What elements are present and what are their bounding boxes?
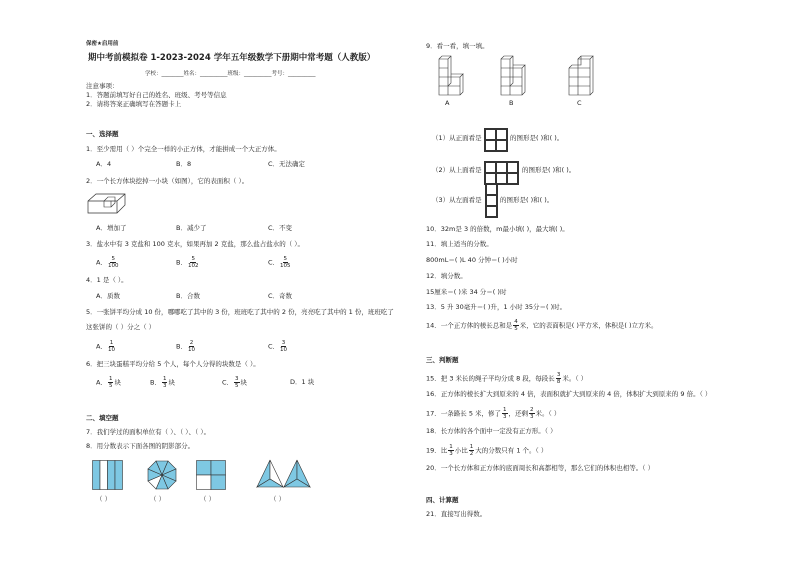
option-a[interactable]: A．增加了	[96, 224, 127, 232]
question-9-1-answer[interactable]: 的图形是( )和( )。	[510, 134, 564, 142]
section-heading: 一、选择题	[86, 130, 119, 138]
option-c[interactable]: C．不变	[268, 224, 293, 232]
question-17: 17．一条路长 5 米，修了 $\frac{1}{3}$ ，还剩 $\frac{2}{3}$ 米。（ ）	[426, 407, 561, 420]
option-b[interactable]: B．8	[176, 160, 192, 168]
question-1: 1．至少需用（ ）个完全一样的小正方体，才能拼成一个大正方体。	[86, 145, 281, 153]
option-b[interactable]: B． $\frac{5}{102}$	[176, 256, 199, 269]
option-a[interactable]: A． $\frac{1}{10}$	[96, 340, 115, 353]
option-a[interactable]: A． $\frac{1}{5}$ 块	[96, 376, 121, 389]
question-9-3-answer[interactable]: 的图形是( )和( )。	[500, 196, 554, 204]
question-7: 7．我们学过的面积单位有（ ）、（ ）、（ ）。	[86, 428, 211, 436]
question-11: 11．填上适当的分数。	[426, 240, 493, 248]
cube-label: B	[509, 99, 514, 107]
fraction-figure-triangles	[256, 459, 312, 489]
section-heading: 二、填空题	[86, 414, 119, 422]
option-c[interactable]: C．无法确定	[268, 160, 306, 168]
question-20: 20．一个长方体和正方体的底面周长和高都相等，那么它们的体积也相等。（ ）	[426, 464, 655, 472]
question-11-line[interactable]: 800mL＝( )L 40 分钟＝( )小时	[426, 256, 518, 264]
option-d[interactable]: D．1 块	[290, 378, 315, 386]
question-9-2: （2）从上面看是	[432, 166, 482, 174]
front-view-grid	[484, 128, 508, 152]
answer-blank[interactable]: （ ）	[150, 495, 166, 503]
question-9-1: （1）从正面看是	[432, 134, 482, 142]
question-19: 19．比 $\frac{1}{3}$ 小比 $\frac{1}{2}$ 大的分数只有 1 个。（ ）	[426, 444, 548, 457]
question-12-line[interactable]: 15厘米＝( )米 34 分＝( )时	[426, 288, 507, 296]
option-c[interactable]: C． $\frac{3}{5}$ 块	[222, 376, 248, 389]
secret-mark: 保密★启用前	[86, 41, 119, 47]
question-2: 2．一个长方体块挖掉一小块（如图），它的表面积（ ）。	[86, 177, 249, 185]
question-3: 3．盐水中有 3 克盐和 100 克水，如果再加 2 克盐，那么盐占盐水的（ ）。	[86, 240, 305, 248]
question-15: 15．把 3 米长的绳子平均分成 8 段，每段长 $\frac{3}{8}$ 米。（ ）	[426, 372, 588, 385]
answer-blank[interactable]: （ ）	[200, 495, 216, 503]
answer-blank[interactable]: （ ）	[270, 495, 286, 503]
cuboid-cut-figure	[87, 193, 127, 215]
answer-blank[interactable]: （ ）	[96, 495, 112, 503]
notice-item: 1．答题前填写好自己的姓名、班级、考号等信息	[86, 91, 227, 99]
question-5: 5．一张饼平均分成 10 份，哪哪吃了其中的 3 份，班班吃了其中的 2 份，亮亮吃了其中的 1 份，班班吃了	[86, 308, 394, 316]
question-9: 9．看一看，填一填。	[426, 42, 489, 50]
left-view-grid	[485, 183, 498, 218]
question-8: 8．用分数表示下面各图的阴影部分。	[86, 442, 195, 450]
cube-figure-c	[566, 56, 596, 98]
question-5-cont: 这张饼的（ ）分之（ ）	[86, 323, 156, 331]
exam-title: 期中考前模拟卷 1-2023-2024 学年五年级数学下册期中常考题（人教版）	[88, 53, 376, 63]
option-c[interactable]: C． $\frac{5}{105}$	[268, 256, 291, 269]
notice-heading: 注意事项：	[86, 82, 119, 90]
question-4: 4．1 是（ ）。	[86, 276, 128, 284]
question-12: 12．填分数。	[426, 272, 467, 280]
question-10: 10．32m是 3 的倍数，m最小填( )，最大填( )。	[426, 225, 569, 233]
question-18: 18．长方体的各个面中一定没有正方形。（ ）	[426, 427, 557, 435]
cube-label: A	[445, 99, 450, 107]
fraction-figure-strips	[92, 460, 124, 490]
option-b[interactable]: B． $\frac{2}{10}$	[176, 340, 195, 353]
notice-item: 2．请将答案正确填写在答题卡上	[86, 100, 182, 108]
question-9-2-answer[interactable]: 的图形是( )和( )。	[522, 166, 576, 174]
option-a[interactable]: A．4	[96, 160, 112, 168]
question-16: 16．正方体的棱长扩大到原来的 4 倍，表面积就扩大到原来的 4 倍，体积扩大到原来的 9 倍。（ ）	[426, 390, 712, 398]
section-heading: 四、计算题	[426, 496, 459, 504]
student-info-line[interactable]: 学校：________姓名：__________班级：__________考号：__________	[145, 71, 316, 77]
fraction-figure-octagon	[146, 459, 178, 491]
option-b[interactable]: B．合数	[176, 292, 200, 300]
fraction-figure-square	[196, 460, 228, 490]
cube-label: C	[577, 99, 582, 107]
top-view-grid	[484, 161, 519, 185]
option-c[interactable]: C． $\frac{3}{10}$	[268, 340, 288, 353]
question-6: 6．把三块蛋糕平均分给 5 个人，每个人分得的块数是（ ）。	[86, 360, 260, 368]
option-b[interactable]: B． $\frac{1}{3}$ 块	[150, 376, 175, 389]
option-b[interactable]: B．减少了	[176, 224, 207, 232]
section-heading: 三、判断题	[426, 356, 459, 364]
option-c[interactable]: C．奇数	[268, 292, 293, 300]
option-a[interactable]: A．质数	[96, 292, 120, 300]
cube-figure-a	[436, 56, 462, 98]
question-14: 14．一个正方体的棱长总和是 $\frac{4}{5}$ 米，它的表面积是( )平方米，体积是( )立方米。	[426, 319, 658, 332]
question-13: 13．5 升 30毫升＝( )升，1 小时 35分＝( )时。	[426, 303, 567, 311]
question-21: 21．直接写出得数。	[426, 510, 487, 518]
option-a[interactable]: A． $\frac{5}{100}$	[96, 256, 119, 269]
cube-figure-b	[498, 56, 530, 98]
question-9-3: （3）从左面看是	[432, 196, 482, 204]
